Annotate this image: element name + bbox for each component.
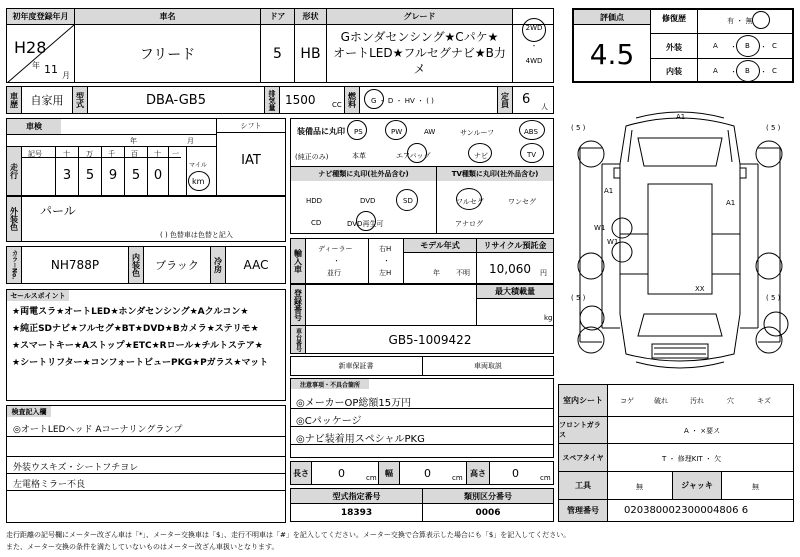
km-circle [188,171,210,191]
mark-a1-left: A1 [604,187,614,195]
tv-fullseg-circle [456,188,482,210]
drive-dot: ・ [530,42,538,50]
int-dot1: ・ [730,68,737,76]
equip-navi-circle [468,143,492,163]
length-value: 0 [338,467,345,480]
note-line-2: ◎Cパッケージ [296,416,362,427]
drive-4wd: 4WD [525,57,543,65]
digit-4: 5 [131,168,141,183]
sales-points-lines [12,304,268,372]
digit-2: 5 [85,168,95,183]
seat-tear: 破れ [654,397,668,405]
nav-hdd: HDD [306,197,323,205]
color-label: 外装色 [7,197,21,241]
mgmt-number-label: 管理番号 [559,500,607,521]
drive-2wd: 2WD [525,24,543,32]
height-label: 高さ [467,462,489,484]
unit-10man: 十 [63,150,70,158]
mileage-label: 走行 [7,147,21,195]
shape-label: 形状 [295,9,326,24]
ac-value: AAC [243,258,269,272]
equip-ps-circle [347,120,367,140]
inspector-line-1: ◎オートLEDヘッド Aコーナリングランプ [13,425,183,435]
equip-tv-circle [520,143,544,163]
ext-dot1: ・ [730,43,737,51]
shaken-year-unit: 年 [130,137,137,145]
ext-b-circle [736,35,760,57]
km-label: km [192,177,205,186]
car-damage-diagram [562,104,798,380]
recycle-label: リサイクル預託金 [477,239,553,252]
equip-sunroof: サンルーフ [460,129,495,137]
max-load-unit: kg [544,314,553,322]
fuel-g-circle [364,89,384,109]
recycle-value: 10,060 [489,262,531,276]
shaken-label: 車検 [7,119,61,134]
grade-label: グレード [327,9,512,24]
int-b: B [745,67,750,75]
equip-aw: AW [424,128,436,136]
shift-value: IAT [241,152,261,168]
grade-line-2: オートLED★フルセグナビ★B力 [333,46,506,60]
import-dot2: ・ [383,257,390,265]
tire-br: ( 5 ) [766,294,781,302]
equip-pw-circle [385,120,407,140]
note-line-3: ◎ナビ装着用スペシャルPKG [296,434,425,445]
footer-line-2: また、メーター交換の条件を満たしていないものはメーター改ざん車扱いとなります。 [6,543,279,551]
ext-c: C [772,42,777,50]
inspector-label: 検査記入欄 [7,406,51,417]
equip-leather: 本革 [352,152,366,160]
sales-line-2: ★純正SDナビ★フルセグ★BT★DVD★Bカメラ★ステリモ★ [12,324,259,334]
width-value: 0 [424,467,431,480]
import-dealer: ディーラー [318,245,353,253]
class-label: 類別区分番号 [423,489,553,503]
digit-3: 9 [108,168,118,183]
windshield-label: フロントガラス [559,417,607,443]
mile-label: マイル [189,162,207,169]
nav-sd-circle [396,189,418,211]
length-label: 長さ [291,462,311,484]
note-line-1: ◎メーカーOP総額15万円 [296,398,412,409]
width-label: 幅 [379,462,399,484]
unit-hyaku: 百 [131,150,138,158]
repair-none-circle [752,11,770,29]
repair-history-options: 有 ・ 無 [727,17,753,25]
unit-man: 万 [86,150,93,158]
capacity-unit: 人 [541,103,548,111]
doors: 5 [273,46,282,62]
displacement-label: 排気量 [265,87,279,113]
sales-line-4: ★シートリフター★コンフォートビューPKG★Pガラス★マット [12,358,269,368]
displacement-value: 1500 [285,93,316,107]
equip-tv: TV [527,151,537,159]
equip-navi: ナビ [474,152,488,160]
max-load-label: 最大積載量 [477,285,553,298]
equip-airbag-circle [407,143,427,163]
tools-value: 無 [636,483,643,491]
unit-symbol: 記号 [28,150,42,158]
equip-airbag: エアバッグ [396,152,431,160]
seat-hole: 穴 [727,397,734,405]
score-value: 4.5 [589,37,635,71]
first-reg-label: 初年度登録年月 [7,9,74,24]
type-cert-value: 18393 [340,508,373,518]
sales-line-3: ★スマートキー★Aストップ★ETC★Rロール★チルトステア★ [12,341,263,351]
nav-dvd-play: DVD再生可 [347,220,384,228]
inspector-line-3: 外装ウスキズ・シートフチヨレ [13,463,139,473]
reg-era-year: H28 [14,38,47,57]
mark-w1-left2: W1 [607,238,619,246]
tire-tr: ( 5 ) [766,124,781,132]
type-cert-label: 型式指定番号 [291,489,422,503]
ext-b: B [745,42,750,50]
car-name-label: 車名 [75,9,260,24]
unit-juu: 十 [154,150,161,158]
grade-line-1: Gホンダセンシング★Cパケ★ [340,30,499,44]
capacity-label: 定員 [498,87,512,113]
chassis-label: 車台番号 [291,326,305,353]
import-dot: ・ [333,257,340,265]
ac-label: 冷房 [211,247,225,283]
import-label: 輸入車 [291,239,305,283]
equip-abs-circle [519,120,545,140]
unit-ichi: 一 [172,150,179,158]
reg-month: 11 [44,63,58,76]
nav-cd: CD [311,219,322,227]
repair-history-label: 修復歴 [662,14,686,23]
height-unit: cm [540,474,551,482]
int-dot2: ・ [760,68,767,76]
inspector-line-4: 左電格ミラー不良 [13,480,86,490]
tv-oneseg: ワンセグ [508,198,536,206]
color-value: パール [40,204,76,218]
sales-line-1: ★両電スラ★オートLED★ホンダセンシング★Aクルコン★ [12,307,249,317]
equip-ps: PS [354,128,363,136]
int-a: A [713,67,718,75]
capacity-value: 6 [522,92,531,107]
interior-label: 内装 [666,67,682,76]
ext-dot2: ・ [760,43,767,51]
fuel-options: G ・ D ・ HV ・ ( ) [371,97,434,105]
ext-a: A [713,42,718,50]
tire-tl: ( 5 ) [571,124,586,132]
spare-tire-value: T ・ 修理KIT ・ 欠 [662,455,722,463]
nav-dvd: DVD [360,197,376,205]
notes-label: 注意事項・不具合箇所 [291,379,369,389]
footer-notes [6,529,796,553]
reg-year-unit: 年 [32,61,40,70]
height-value: 0 [512,467,519,480]
door-label: ドア [261,9,294,24]
score-label: 評価点 [574,10,650,24]
sales-points-label: セールスポイント [7,290,69,301]
tools-label: 工具 [559,472,607,499]
mark-a1-right: A1 [726,199,736,207]
fuel-label: 燃料 [345,87,359,113]
seat-scratch: キズ [757,397,771,405]
shaken-month-unit: 月 [187,137,194,145]
width-unit: cm [452,474,463,482]
interior-color-label: 内装色 [129,247,143,283]
mark-w1-left1: W1 [594,224,606,232]
model-value: DBA-GB5 [146,92,206,108]
int-b-circle [736,60,760,82]
equipment-subtitle: (純正のみ) [295,153,329,161]
nav-sd: SD [403,197,413,205]
equip-abs: ABS [524,128,538,136]
spare-tire-label: スペアタイヤ [559,444,607,471]
model-year-label: モデル年式 [404,239,476,252]
recycle-yen: 円 [540,269,547,277]
chassis-number: GB5-1009422 [388,332,472,347]
reg-number-label: 登録番号 [291,285,305,325]
jack-value: 無 [752,483,759,491]
model-year-unknown: 不明 [456,269,470,277]
color-code: NH788P [50,258,100,272]
color-code-label: カラーNo. [7,247,21,283]
import-lh: 左H [379,269,392,277]
cc-unit: CC [332,101,342,109]
windshield-value: A ・ ×要ス [684,427,721,435]
tv-title: TV種類に丸印(社外品含む) [437,167,553,181]
mgmt-number-value: 020380002300004806 6 [624,505,749,516]
usage-value: 自家用 [30,94,64,107]
interior-color: ブラック [155,259,199,272]
length-unit: cm [366,474,377,482]
reg-month-unit: 月 [62,71,70,80]
seat-burn: コゲ [620,397,634,405]
digit-1: 3 [62,168,72,183]
exterior-label: 外装 [666,43,682,52]
grade [327,29,512,77]
equip-pw: PW [391,128,403,136]
int-c: C [772,67,777,75]
vehicle-manual: 車両取説 [474,362,502,370]
import-parallel: 並行 [327,269,341,277]
nav-dvd-play-circle [356,211,376,231]
usage-label: 車歴 [7,87,21,113]
equipment-title: 装備品に丸印 [297,127,345,136]
model-year-unit: 年 [433,269,440,277]
shape: HB [300,46,321,62]
color-note: ( ) 色替車は色替と記入 [160,231,233,239]
tire-bl: ( 5 ) [571,294,586,302]
seat-dirt: 汚れ [690,397,704,405]
footer-line-1: 走行距離の記号欄にメーター改ざん車は「*」、メーター交換車は「$」、走行不明車は「#」を記入してください。メーター交換で合算表示した場合にも「$」を記入してください。 [6,531,571,539]
jack-label: ジャッキ [673,472,721,499]
class-value: 0006 [475,508,501,518]
seat-label: 室内シート [559,385,607,416]
new-car-warranty: 新車保証書 [338,362,374,370]
tv-fullseg: フルセグ [456,198,484,206]
mark-a1-front: A1 [676,113,686,121]
nav-title: ナビ種類に丸印(社外品含む) [291,167,436,181]
import-rh: 右H [379,245,392,253]
mark-xx-rear: XX [695,285,705,293]
grade-line-3: メ [413,62,426,76]
unit-sen: 千 [108,150,115,158]
tv-analog: アナログ [455,220,483,228]
car-name: フリード [139,47,196,63]
digit-5: 0 [153,168,163,183]
shift-label: シフト [240,122,262,130]
model-label: 型式 [73,87,87,113]
